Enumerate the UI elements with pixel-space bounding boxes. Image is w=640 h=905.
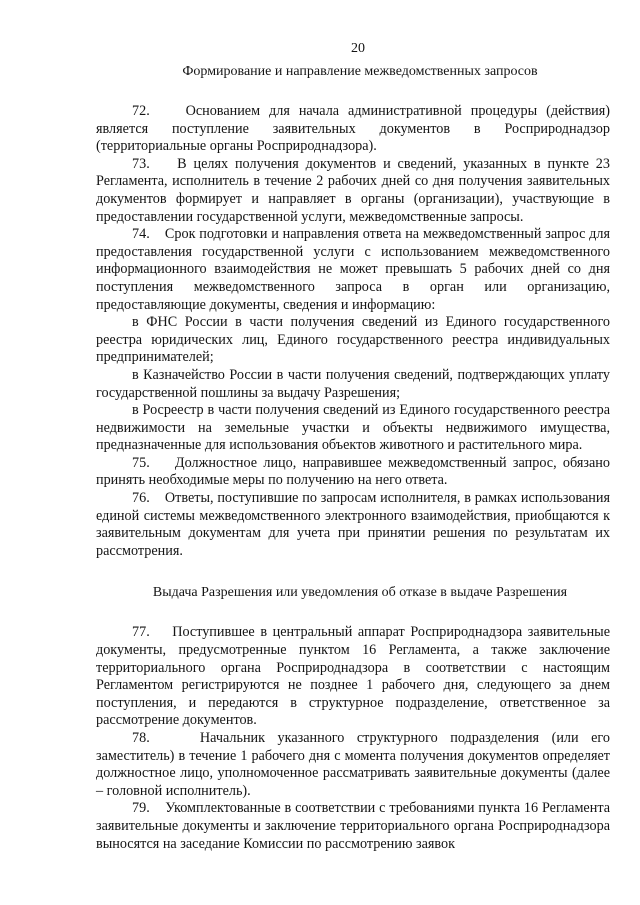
paragraph-78: 78. Начальник указанного структурного подразделения (или его заместитель) в течение 1 рабочего дня с момента получения документов определяет должностное лицо, уполномоченное рассматривать заявительные документы (далее – головной исполнитель). <box>96 730 610 799</box>
section-heading-issuance: Выдача Разрешения или уведомления об отказе в выдаче Разрешения <box>152 585 568 601</box>
paragraph-75: 75. Должностное лицо, направившее межведомственный запрос, обязано принять необходимые меры по получению на него ответа. <box>96 454 610 489</box>
page-number: 20 <box>351 41 365 56</box>
paragraph-79: 79. Укомплектованные в соответствии с требованиями пункта 16 Регламента заявительные документы и заключение территориального органа Росприроднадзора выносятся на заседание Комиссии по рассмотрению заявок <box>96 800 610 852</box>
paragraph-74: 74. Срок подготовки и направления ответа на межведомственный запрос для предоставления государственной услуги с использованием межведомственного информационного взаимодействия не может превышать 5 рабочих дней со дня поступления межведомственного запроса в орган или организацию, предоставляющие документы, сведения и информацию: <box>96 226 610 313</box>
paragraph-72: 72. Основанием для начала административной процедуры (действия) является поступление заявительных документов в Росприроднадзор (территориальные органы Росприроднадзора). <box>96 103 610 155</box>
paragraph-74-rosreestr: в Росреестр в части получения сведений из Единого государственного реестра недвижимости на земельные участки и объекты недвижимого имущества, предназначенные для использования объектов животного и растительного мира. <box>96 402 610 454</box>
section-heading-requests: Формирование и направление межведомственных запросов <box>182 64 538 79</box>
paragraph-74-treasury: в Казначейство России в части получения сведений, подтверждающих уплату государственной пошлины за выдачу Разрешения; <box>96 366 610 401</box>
paragraph-76: 76. Ответы, поступившие по запросам исполнителя, в рамках использования единой системы межведомственного электронного взаимодействия, приобщаются к заявительным документам для учета при принятии решения по результатам их рассмотрения. <box>96 490 610 559</box>
paragraph-77: 77. Поступившее в центральный аппарат Росприроднадзора заявительные документы, предусмотренные пунктом 16 Регламента, а также заключение территориального органа Росприроднадзора в соответствии с настоящим Регламентом регистрируются не позднее 1 рабочего дня, следующего за днем поступления, и передаются в структурное подразделение, ответственное за рассмотрение документов. <box>96 624 610 729</box>
paragraph-74-fns: в ФНС России в части получения сведений из Единого государственного реестра юридических лиц, Единого государственного реестра индивидуальных предпринимателей; <box>96 314 610 366</box>
paragraph-73: 73. В целях получения документов и сведений, указанных в пункте 23 Регламента, исполнитель в течение 2 рабочих дней со дня получения заявительных документов формирует и направляет в органы (организации), участвующие в предоставлении государственной услуги, межведомственные запросы. <box>96 155 610 225</box>
